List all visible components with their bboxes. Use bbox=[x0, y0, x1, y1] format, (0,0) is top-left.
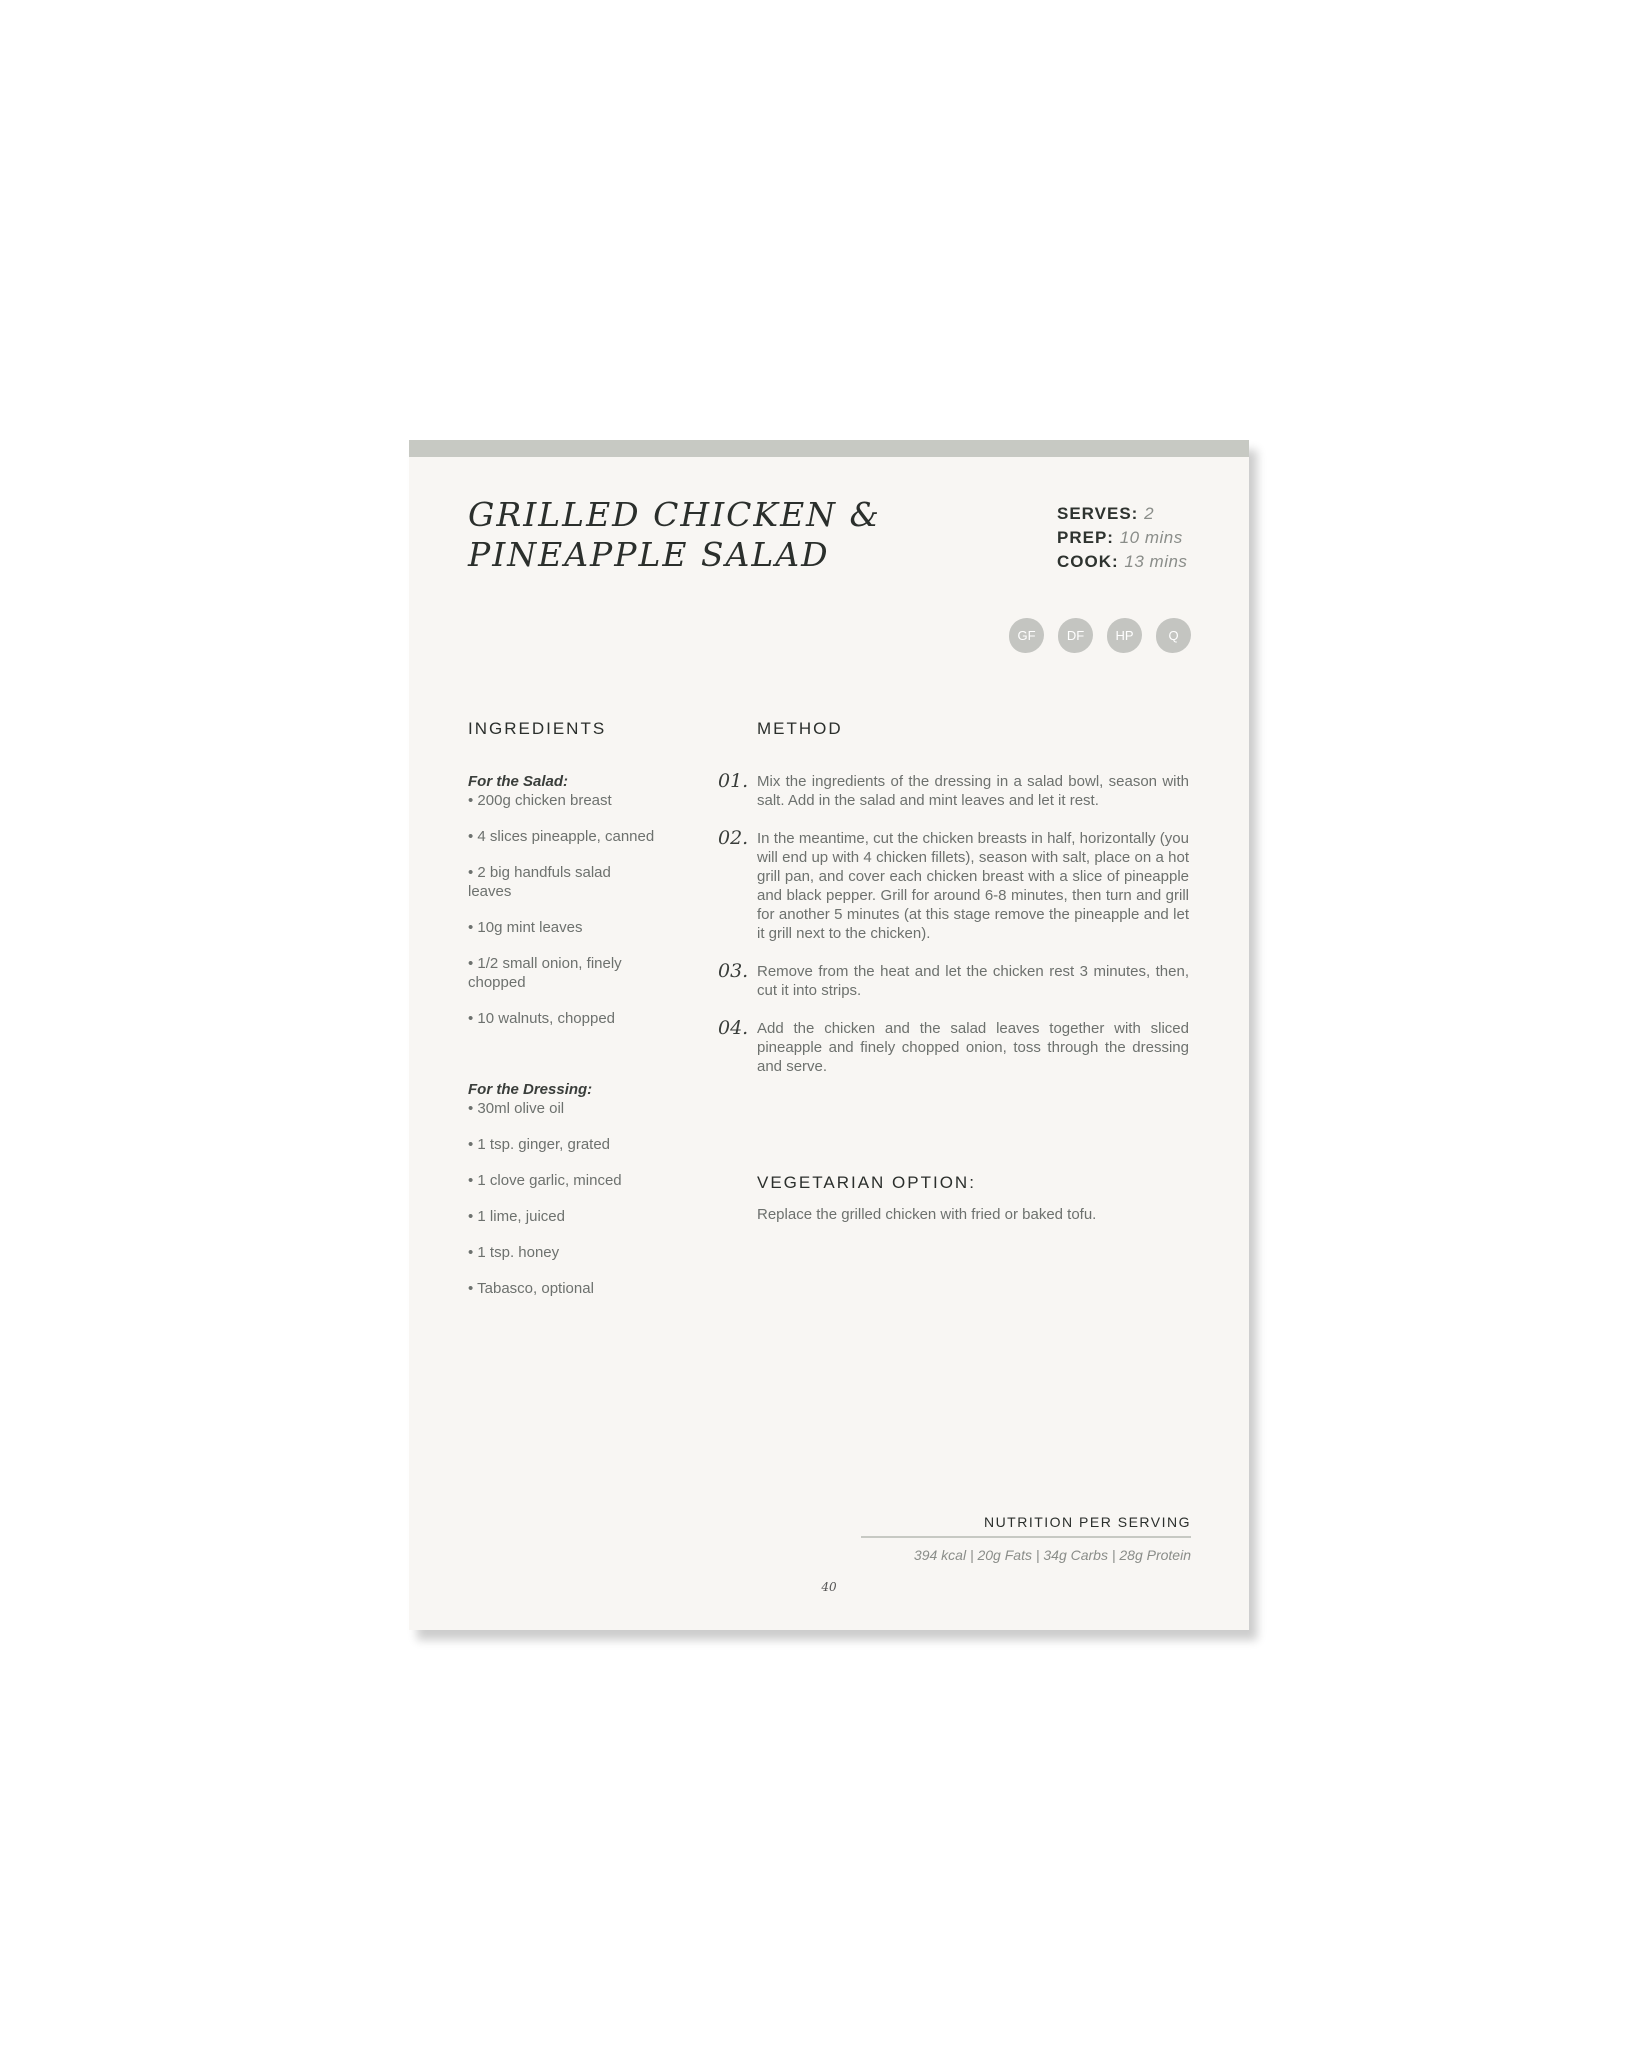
method-heading: METHOD bbox=[757, 719, 843, 738]
badge-quick: Q bbox=[1156, 618, 1191, 653]
ingredient-item: • 200g chicken breast bbox=[468, 792, 612, 809]
salad-ingredients bbox=[468, 772, 658, 1045]
ingredient-item: • 10g mint leaves bbox=[468, 919, 583, 936]
nutrition-divider bbox=[861, 1536, 1191, 1538]
cook-label: COOK: bbox=[1057, 552, 1119, 571]
step-text: Mix the ingredients of the dressing in a salad bowl, season with salt. Add in the salad and mint leaves and let it rest. bbox=[757, 773, 1189, 809]
title-line-1: GRILLED CHICKEN & bbox=[468, 495, 881, 534]
dressing-ingredients bbox=[468, 1080, 658, 1315]
method-step bbox=[718, 960, 1189, 1000]
title-line-2: PINEAPPLE SALAD bbox=[468, 535, 830, 574]
cook-row bbox=[1057, 550, 1187, 574]
ingredient-item: • Tabasco, optional bbox=[468, 1280, 594, 1297]
ingredient-item: • 4 slices pineapple, canned bbox=[468, 828, 655, 845]
method-steps bbox=[718, 770, 1189, 1095]
method-step bbox=[718, 827, 1189, 943]
serves-row bbox=[1057, 502, 1187, 526]
ingredient-item: • 1 clove garlic, minced bbox=[468, 1172, 622, 1189]
page-number: 40 bbox=[821, 1580, 837, 1594]
method-step bbox=[718, 770, 1189, 810]
badge-dairy-free: DF bbox=[1058, 618, 1093, 653]
prep-value: 10 mins bbox=[1119, 528, 1183, 547]
prep-label: PREP: bbox=[1057, 528, 1114, 547]
recipe-title bbox=[468, 495, 881, 575]
ingredient-item: • 30ml olive oil bbox=[468, 1100, 565, 1117]
prep-row bbox=[1057, 526, 1187, 550]
step-text: In the meantime, cut the chicken breasts in half, horizontally (you will end up with 4 chicken fillets), season with salt, place on a hot grill pan, and cover each chicken breast with a slice of pineapple and black pepper. Grill for around 6-8 minutes, then turn and grill for another 5 minutes (at this stage remove the pineapple and let it grill next to the chicken). bbox=[757, 830, 1189, 942]
badge-gluten-free: GF bbox=[1009, 618, 1044, 653]
ingredient-item: • 1/2 small onion, finely chopped bbox=[468, 955, 622, 991]
nutrition-heading: NUTRITION PER SERVING bbox=[983, 1514, 1191, 1530]
dressing-subheading: For the Dressing: bbox=[468, 1081, 593, 1098]
recipe-page bbox=[409, 440, 1249, 1630]
step-number: 04. bbox=[718, 1017, 749, 1039]
salad-subheading: For the Salad: bbox=[468, 773, 569, 790]
serves-value: 2 bbox=[1144, 504, 1155, 523]
step-text: Add the chicken and the salad leaves together with sliced pineapple and finely chopped onion, toss through the dressing and serve. bbox=[757, 1020, 1189, 1075]
recipe-meta bbox=[1057, 502, 1187, 574]
ingredient-item: • 1 tsp. ginger, grated bbox=[468, 1136, 611, 1153]
step-number: 02. bbox=[718, 827, 749, 849]
ingredients-heading: INGREDIENTS bbox=[468, 719, 607, 738]
serves-label: SERVES: bbox=[1057, 504, 1139, 523]
top-color-band bbox=[409, 440, 1249, 457]
step-number: 01. bbox=[718, 770, 749, 792]
ingredient-item: • 2 big handfuls salad leaves bbox=[468, 864, 611, 900]
method-step bbox=[718, 1017, 1189, 1076]
ingredient-item: • 1 tsp. honey bbox=[468, 1244, 560, 1261]
step-text: Remove from the heat and let the chicken rest 3 minutes, then, cut it into strips. bbox=[757, 963, 1189, 999]
ingredient-item: • 1 lime, juiced bbox=[468, 1208, 565, 1225]
vegetarian-text: Replace the grilled chicken with fried or baked tofu. bbox=[757, 1206, 1097, 1223]
badge-high-protein: HP bbox=[1107, 618, 1142, 653]
nutrition-values: 394 kcal | 20g Fats | 34g Carbs | 28g Protein bbox=[913, 1547, 1191, 1563]
vegetarian-heading: VEGETARIAN OPTION: bbox=[757, 1173, 976, 1192]
ingredient-item: • 10 walnuts, chopped bbox=[468, 1010, 616, 1027]
step-number: 03. bbox=[718, 960, 749, 982]
cook-value: 13 mins bbox=[1124, 552, 1188, 571]
